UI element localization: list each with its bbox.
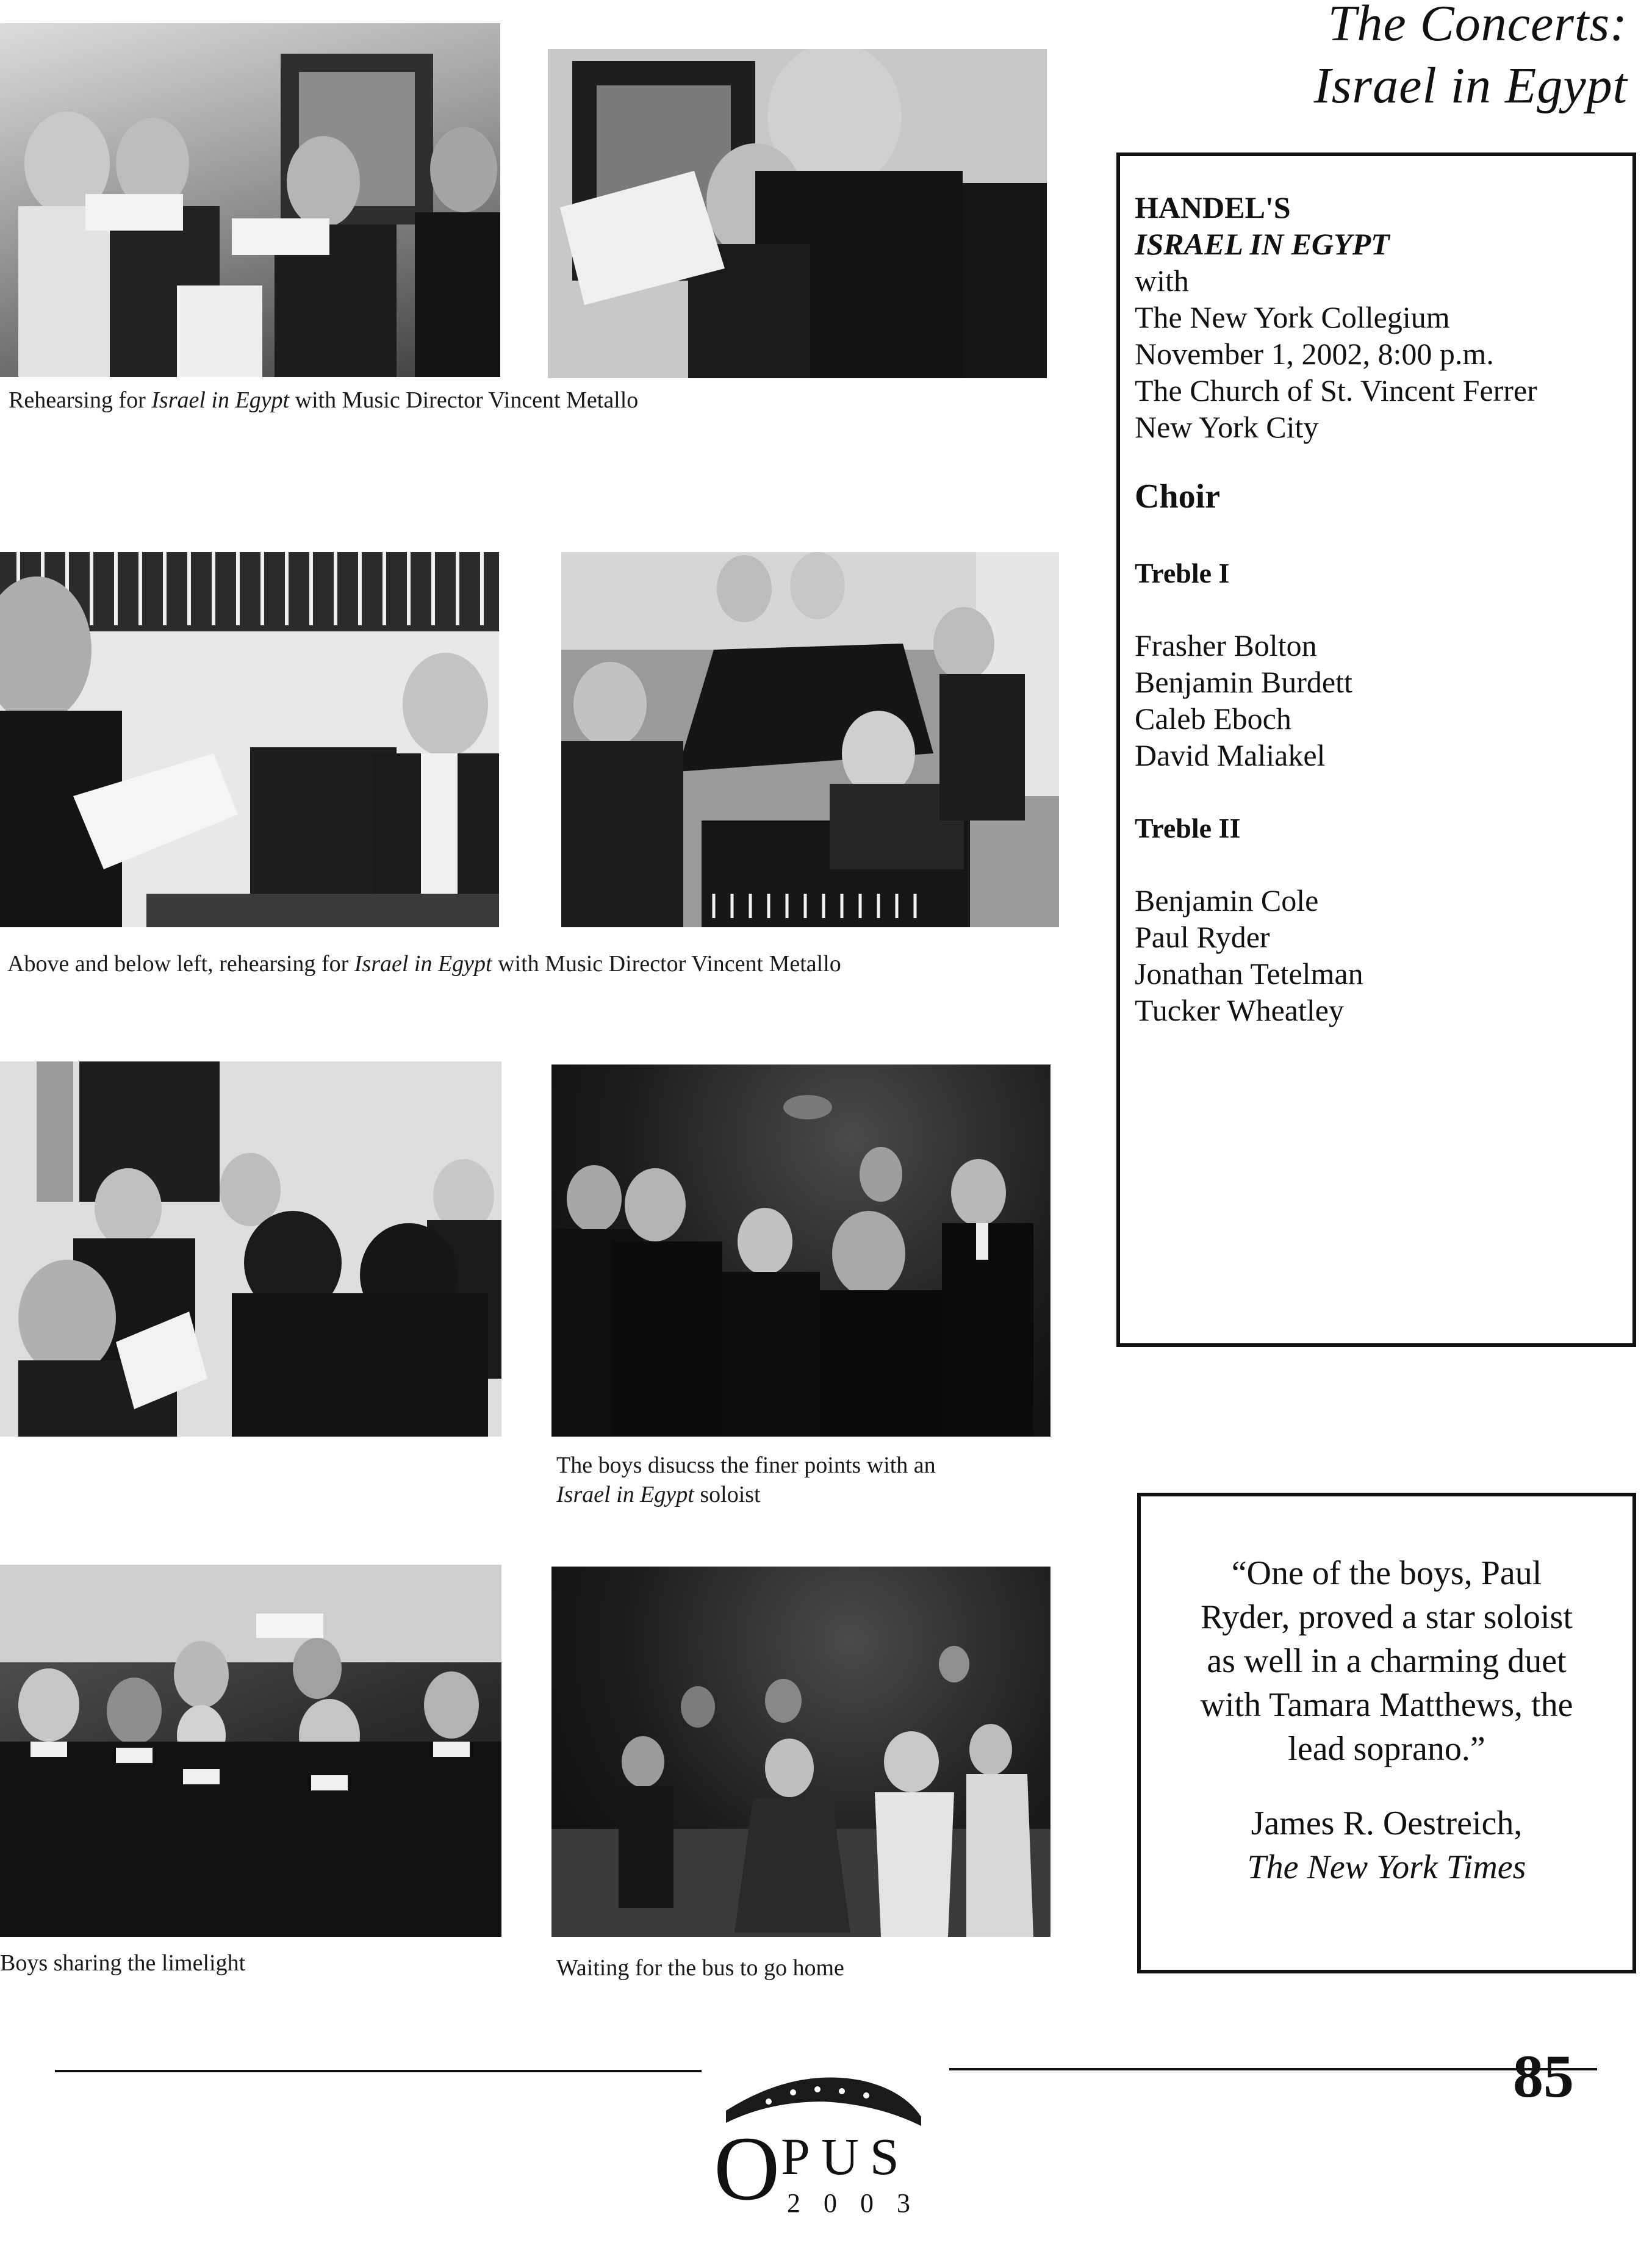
logo-letter-o: O <box>714 2118 780 2219</box>
caption-row-3-right-line-1: The boys disucss the finer points with an <box>556 1452 936 1478</box>
quote-line: “One of the boys, Paul <box>1231 1554 1542 1592</box>
quote-publication: The New York Times <box>1247 1848 1526 1886</box>
photo-rehearsal-balcony <box>0 552 499 927</box>
quote-line: lead soprano.” <box>1288 1730 1485 1768</box>
photo-rehearsal-flag <box>0 1061 501 1437</box>
logo-year: 2003 <box>787 2188 933 2218</box>
photo-rehearsal-boys-singing <box>548 49 1047 378</box>
logo-letters-pus: PUS <box>781 2127 910 2186</box>
choir-heading: Choir <box>1135 478 1220 515</box>
page-number: 85 <box>1513 2042 1574 2110</box>
concert-venue: The Church of St. Vincent Ferrer <box>1135 373 1537 407</box>
section-treble-1: Treble I <box>1135 558 1230 589</box>
opus-logo <box>702 2068 946 2227</box>
concert-info-box <box>1116 153 1636 1347</box>
member-name: Frasher Bolton <box>1135 628 1317 662</box>
photo-rehearsal-piano <box>561 552 1059 927</box>
ensemble-name: The New York Collegium <box>1135 300 1450 334</box>
member-name: Jonathan Tetelman <box>1135 957 1363 991</box>
caption-row-1: Rehearsing for Israel in Egypt with Music Director Vincent Metallo <box>9 387 639 413</box>
member-name: David Maliakel <box>1135 738 1326 772</box>
member-name: Benjamin Cole <box>1135 883 1319 917</box>
member-name: Caleb Eboch <box>1135 702 1291 736</box>
photo-boys-limelight <box>0 1565 501 1937</box>
caption-row-2: Above and below left, rehearsing for Israel in Egypt with Music Director Vincent Metallo <box>7 951 841 977</box>
caption-row-4-right: Waiting for the bus to go home <box>556 1955 844 1981</box>
with-label: with <box>1135 264 1189 298</box>
page-title-line-2: Israel in Egypt <box>1313 57 1628 114</box>
member-name: Paul Ryder <box>1135 920 1270 954</box>
footer-rule-left <box>55 2070 702 2072</box>
quote-line: as well in a charming duet <box>1207 1642 1567 1680</box>
work-title: ISRAEL IN EGYPT <box>1135 227 1390 261</box>
member-name: Benjamin Burdett <box>1135 665 1352 699</box>
caption-row-3-right-line-2: Israel in Egypt soloist <box>556 1482 761 1507</box>
footer-rule-right <box>949 2068 1597 2070</box>
section-treble-2: Treble II <box>1135 813 1241 844</box>
photo-rehearsal-conductor <box>0 23 500 377</box>
member-name: Tucker Wheatley <box>1135 993 1344 1027</box>
photo-boys-with-soloist <box>551 1064 1050 1437</box>
concert-date: November 1, 2002, 8:00 p.m. <box>1135 337 1494 371</box>
quote-line: with Tamara Matthews, the <box>1200 1686 1573 1724</box>
quote-line: Ryder, proved a star soloist <box>1201 1598 1573 1636</box>
page-title-line-1: The Concerts: <box>1327 0 1628 52</box>
caption-row-4-left: Boys sharing the limelight <box>0 1950 246 1976</box>
quote-author: James R. Oestreich, <box>1251 1804 1523 1842</box>
concert-city: New York City <box>1135 410 1319 444</box>
review-quote-box <box>1137 1493 1636 1973</box>
composer-heading: HANDEL'S <box>1135 190 1291 224</box>
photo-waiting-for-bus <box>551 1567 1050 1937</box>
